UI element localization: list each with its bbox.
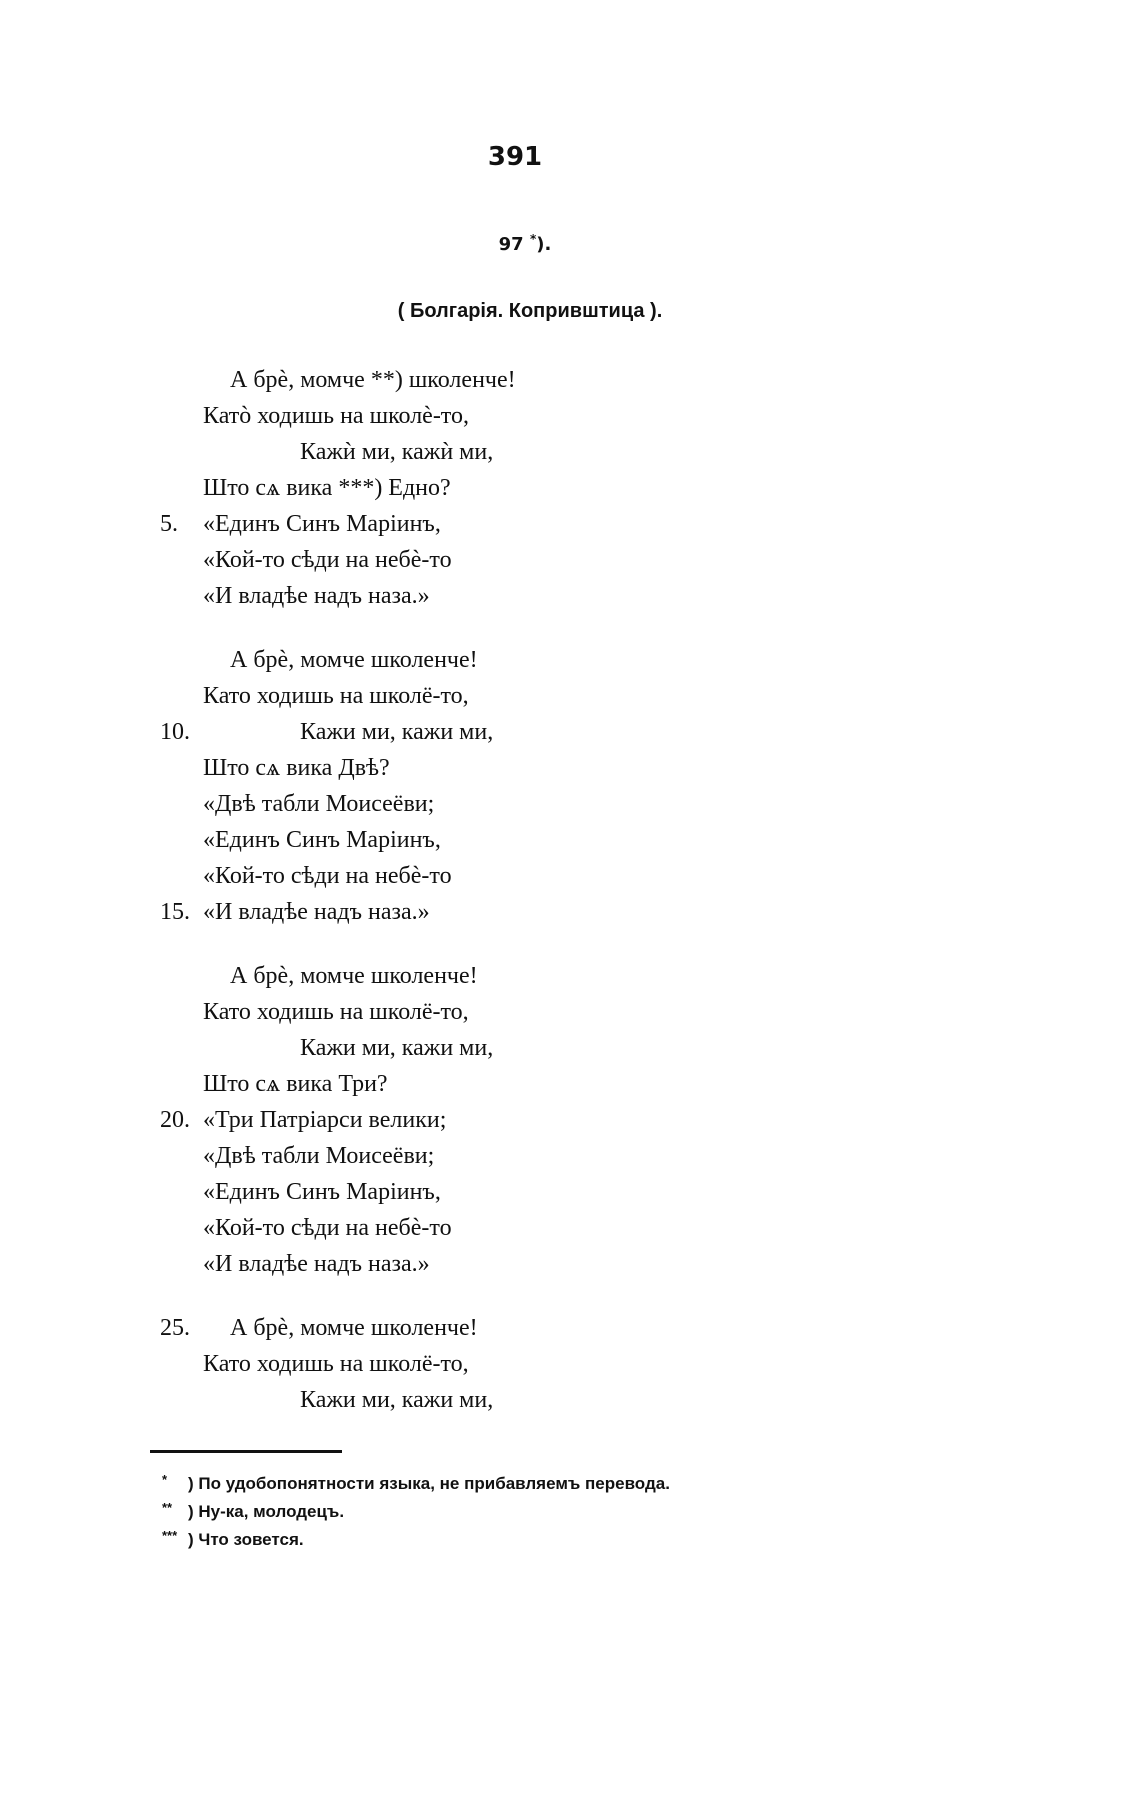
- stanza-break: [150, 930, 850, 958]
- poem-number-suffix: ).: [536, 234, 552, 255]
- poem-line: [150, 1066, 850, 1102]
- line-text: Кажи ми, кажи ми,: [300, 1387, 494, 1413]
- line-number: 20.: [160, 1107, 190, 1133]
- line-text: А брѐ, момче школенче!: [230, 1315, 478, 1341]
- poem-line: [150, 1382, 850, 1418]
- footnote-text: ) Что зовется.: [188, 1530, 304, 1549]
- line-text: «Кой-то сѣди на небѐ-то: [203, 547, 452, 573]
- line-text: Што сѧ вика ***) Едно?: [203, 475, 451, 501]
- poem-line: [150, 1346, 850, 1382]
- footnote-mark: *: [162, 1472, 168, 1487]
- footnote: [162, 1470, 670, 1498]
- poem-line: [150, 542, 850, 578]
- poem-line: [150, 750, 850, 786]
- line-text: «Кой-то сѣди на небѐ-то: [203, 863, 452, 889]
- poem-line: [150, 1310, 850, 1346]
- footnote-mark: ***: [162, 1528, 178, 1543]
- line-text: Што сѧ вика Три?: [203, 1071, 388, 1097]
- footnote: [162, 1498, 670, 1526]
- poem-line: [150, 1102, 850, 1138]
- poem-line: [150, 1138, 850, 1174]
- line-text: «И владѣе надъ наза.»: [203, 899, 430, 925]
- footnote-rule: [150, 1450, 342, 1453]
- footnote-text: ) Ну-ка, молодецъ.: [188, 1502, 345, 1521]
- line-text: Като ходишь на школё-то,: [203, 1351, 469, 1377]
- footnotes: [162, 1470, 670, 1554]
- line-text: «Двѣ табли Моисеёви;: [203, 791, 435, 817]
- poem-line: [150, 678, 850, 714]
- line-text: Што сѧ вика Двѣ?: [203, 755, 390, 781]
- poem-line: [150, 398, 850, 434]
- poem-line: [150, 1246, 850, 1282]
- line-text: «И владѣе надъ наза.»: [203, 583, 430, 609]
- line-text: Като ходишь на школё-то,: [203, 683, 469, 709]
- poem-line: [150, 578, 850, 614]
- poem-line: [150, 714, 850, 750]
- poem-line: [150, 858, 850, 894]
- line-number: 5.: [160, 511, 178, 537]
- poem-line: [150, 786, 850, 822]
- poem-line: [150, 994, 850, 1030]
- poem-line: [150, 434, 850, 470]
- poem-line: [150, 1210, 850, 1246]
- page-number: 391: [487, 142, 543, 172]
- line-text: А брѐ, момче **) школенче!: [230, 367, 516, 393]
- line-text: Кажѝ ми, кажѝ ми,: [300, 439, 494, 465]
- region-heading: ( Болгарія. Копривштица ).: [397, 300, 663, 322]
- poem-line: [150, 894, 850, 930]
- line-text: Кажи ми, кажи ми,: [300, 719, 494, 745]
- footnote: [162, 1526, 670, 1554]
- line-text: «Три Патрiарси велики;: [203, 1107, 447, 1133]
- poem-line: [150, 1030, 850, 1066]
- poem-line: [150, 958, 850, 994]
- poem-line: [150, 642, 850, 678]
- poem-body: [150, 362, 850, 1418]
- line-text: Кажи ми, кажи ми,: [300, 1035, 494, 1061]
- line-text: «Кой-то сѣди на небѐ-то: [203, 1215, 452, 1241]
- line-text: Като ходишь на школё-то,: [203, 999, 469, 1025]
- stanza-break: [150, 614, 850, 642]
- line-text: А брѐ, момче школенче!: [230, 963, 478, 989]
- line-number: 10.: [160, 719, 190, 745]
- stanza-break: [150, 1282, 850, 1310]
- footnote-text: ) По удобопонятности языка, не прибавляемъ перевода.: [188, 1474, 670, 1493]
- poem-line: [150, 822, 850, 858]
- poem-line: [150, 470, 850, 506]
- poem-number-value: 97: [498, 234, 524, 255]
- poem-number-footnote-mark: *: [529, 232, 537, 246]
- line-text: «Единъ Синъ Марiинъ,: [203, 511, 441, 537]
- line-text: «Двѣ табли Моисеёви;: [203, 1143, 435, 1169]
- footnote-mark: **: [162, 1500, 173, 1515]
- poem-line: [150, 506, 850, 542]
- poem-line: [150, 362, 850, 398]
- line-number: 15.: [160, 899, 190, 925]
- line-text: «И владѣе надъ наза.»: [203, 1251, 430, 1277]
- line-text: Катò ходишь на школѐ-то,: [203, 403, 469, 429]
- line-text: А брѐ, момче школенче!: [230, 647, 478, 673]
- line-text: «Единъ Синъ Марiинъ,: [203, 827, 441, 853]
- poem-line: [150, 1174, 850, 1210]
- poem-number: [0, 232, 1050, 255]
- line-text: «Единъ Синъ Марiинъ,: [203, 1179, 441, 1205]
- line-number: 25.: [160, 1315, 190, 1341]
